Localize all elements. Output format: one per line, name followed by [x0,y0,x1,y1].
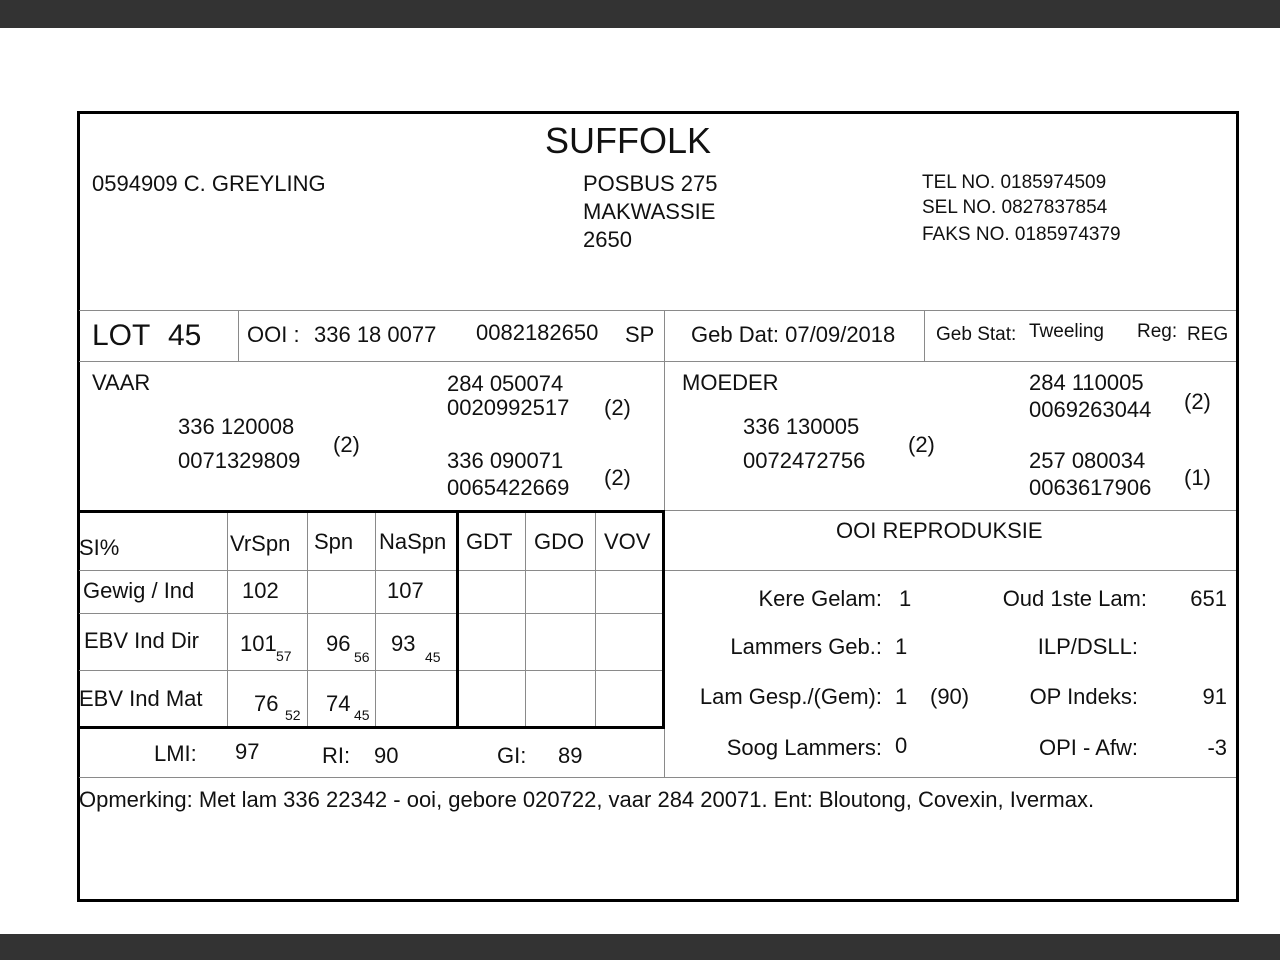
row-ebv-mat-vrspn: 76 [254,691,279,716]
gi-label: GI: [497,743,527,768]
vaar-dam-reg: 0065422669 [447,475,570,500]
address-line-1: POSBUS 275 [583,171,718,196]
row-gewig-vrspn: 102 [242,578,279,603]
moeder-reg: 0072472756 [743,448,866,473]
tel-number: TEL NO. 0185974509 [922,172,1107,193]
soog-lammers-value: 0 [895,733,908,758]
si-header-gdo: GDO [534,529,585,554]
top-bar [0,0,1280,28]
address-line-2: MAKWASSIE [583,199,716,224]
ooi-label: OOI : [247,322,300,347]
si-header-vrspn: VrSpn [230,531,291,556]
rule-remark-top [79,777,1236,778]
rule-si-row1-bottom [79,613,664,614]
rule-si-col1 [227,510,228,727]
vaar-id: 336 120008 [178,414,295,439]
kere-gelam-value: 1 [899,586,912,611]
reg-label: Reg: [1137,321,1178,342]
lmi-value: 97 [235,739,260,764]
lam-gesp-value: 1 [895,684,908,709]
vaar-count: (2) [333,432,360,457]
rule-si-row2-bottom [79,670,664,671]
row-ebv-mat-spn: 74 [326,691,351,716]
ri-value: 90 [374,743,399,768]
ooi-id: 336 18 0077 [314,322,437,347]
row-ebv-dir-naspn-acc: 45 [425,649,441,665]
gi-value: 89 [558,743,583,768]
vaar-reg: 0071329809 [178,448,301,473]
rule-si-col5 [525,510,526,727]
ooi-reg: 0082182650 [476,320,599,345]
rule-gebstat-divider [924,310,925,361]
rule-lot-divider [238,310,239,361]
card-border-top [77,111,1239,114]
rule-lot-bottom [79,361,1236,362]
ooi-code: SP [625,322,655,347]
op-indeks-label: OP Indeks: [1029,684,1138,709]
lam-gesp-label: Lam Gesp./(Gem): [699,684,882,709]
sel-number: SEL NO. 0827837854 [922,197,1108,218]
moeder-sire-id: 284 110005 [1029,370,1144,395]
oud-label: Oud 1ste Lam: [1002,586,1147,611]
breeder-id-name: 0594909 C. GREYLING [92,171,326,196]
row-gewig-naspn: 107 [387,578,424,603]
geb-dat: Geb Dat: 07/09/2018 [691,322,896,347]
row-ebv-mat-label: EBV Ind Mat [79,686,203,711]
lot-number: 45 [168,319,202,352]
rule-repro-title-bottom [664,570,1236,571]
rule-si-col6 [595,510,596,727]
lammers-geb-label: Lammers Geb.: [730,634,882,659]
row-ebv-mat-spn-acc: 45 [354,707,370,723]
row-ebv-dir-vrspn-acc: 57 [276,648,292,664]
opi-afw-value: -3 [1207,735,1227,760]
bottom-bar [0,934,1280,960]
faks-number: FAKS NO. 0185974379 [922,224,1121,245]
rule-si-header-bottom [79,570,664,571]
si-header-vov: VOV [604,529,651,554]
lammers-geb-value: 1 [895,634,908,659]
soog-lammers-label: Soog Lammers: [726,735,882,760]
vaar-sire-count: (2) [604,395,631,420]
lmi-label: LMI: [154,741,197,766]
row-ebv-dir-spn-acc: 56 [354,649,370,665]
rule-pedigree-bottom [664,510,1236,511]
moeder-count: (2) [908,432,935,457]
address-line-3: 2650 [583,227,632,252]
repro-title: OOI REPRODUKSIE [836,518,1043,543]
ri-label: RI: [322,743,351,768]
geb-stat-label: Geb Stat: [936,324,1017,345]
row-ebv-mat-vrspn-acc: 52 [285,707,301,723]
si-table-bottom [79,726,664,729]
vaar-label: VAAR [92,370,151,395]
si-header-naspn: NaSpn [379,529,447,554]
moeder-sire-reg: 0069263044 [1029,397,1152,422]
moeder-label: MOEDER [682,370,779,395]
opi-afw-label: OPI - Afw: [1038,735,1138,760]
card-border-left [77,111,80,902]
vaar-sire-reg: 0020992517 [447,395,570,420]
ilp-label: ILP/DSLL: [1037,634,1138,659]
si-header-spn: Spn [314,529,354,554]
remark: Opmerking: Met lam 336 22342 - ooi, gebore 020722, vaar 284 20071. Ent: Bloutong, Covexin, Ivermax. [79,787,1095,812]
card-border-right [1236,111,1239,902]
vaar-dam-count: (2) [604,465,631,490]
lam-gesp-gem: (90) [930,684,970,709]
vaar-sire-id: 284 050074 [447,371,564,396]
si-header-gdt: GDT [466,529,513,554]
si-table-right [662,510,665,729]
reg-value: REG [1187,324,1229,345]
vaar-dam-id: 336 090071 [447,448,564,473]
si-table-mid [456,510,459,729]
op-indeks-value: 91 [1202,684,1227,709]
rule-si-col3 [375,510,376,727]
moeder-dam-reg: 0063617906 [1029,475,1152,500]
lot-label: LOT [92,319,151,352]
row-ebv-dir-vrspn: 101 [240,631,277,656]
rule-si-col2 [307,510,308,727]
si-header-si: SI% [79,535,120,560]
row-gewig-label: Gewig / Ind [83,578,195,603]
row-ebv-dir-label: EBV Ind Dir [84,628,199,653]
card-border-bottom [77,899,1239,902]
kere-gelam-label: Kere Gelam: [758,586,882,611]
moeder-sire-count: (2) [1184,389,1211,414]
oud-value: 651 [1190,586,1227,611]
geb-stat-value: Tweeling [1029,321,1104,342]
rule-header-bottom [79,310,1236,311]
moeder-dam-count: (1) [1184,465,1211,490]
moeder-id: 336 130005 [743,414,860,439]
moeder-dam-id: 257 080034 [1029,448,1146,473]
row-ebv-dir-naspn: 93 [391,631,416,656]
breed-title: SUFFOLK [544,120,712,161]
si-table-top [79,510,664,513]
row-ebv-dir-spn: 96 [326,631,351,656]
